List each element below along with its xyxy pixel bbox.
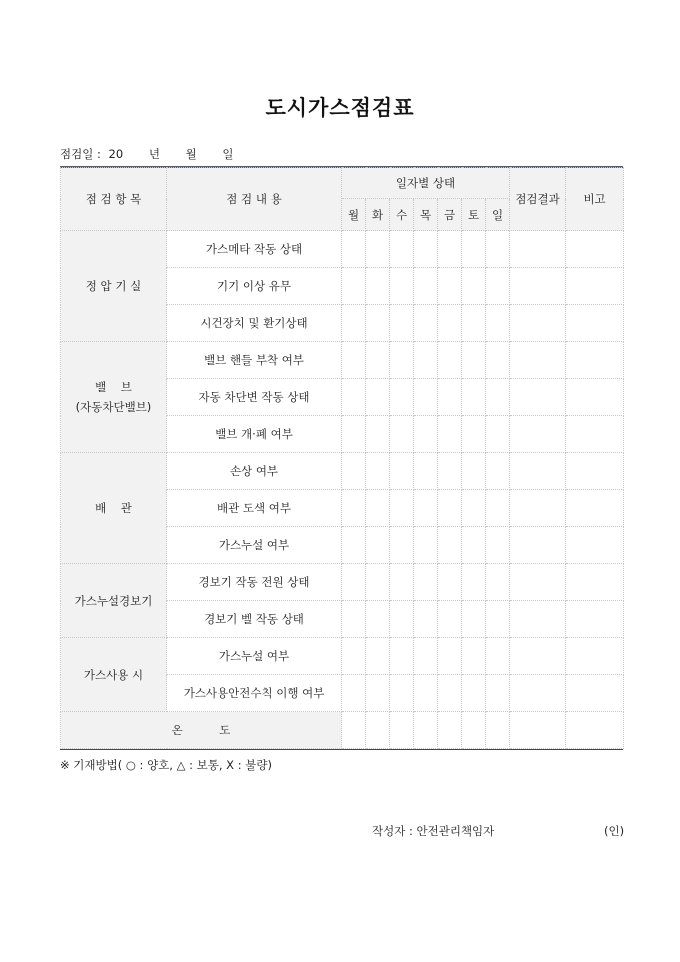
day-status-cell[interactable] (366, 379, 390, 416)
remarks-cell[interactable] (566, 268, 624, 305)
temperature-day-cell[interactable] (390, 712, 414, 749)
group-name-cell (61, 231, 167, 342)
inspection-table (60, 167, 624, 749)
day-status-cell[interactable] (342, 490, 366, 527)
remarks-cell[interactable] (566, 379, 624, 416)
day-status-cell[interactable] (390, 638, 414, 675)
day-status-cell[interactable] (366, 601, 390, 638)
temperature-day-cell[interactable] (486, 712, 510, 749)
day-status-cell[interactable] (462, 342, 486, 379)
inspection-item: 가스누설 여부 (167, 527, 342, 564)
day-status-cell[interactable] (486, 379, 510, 416)
group-name-cell (61, 638, 167, 712)
seal-mark: (인) (604, 824, 625, 838)
header-day-fri: 금 (438, 199, 462, 231)
temperature-day-cell[interactable] (462, 712, 486, 749)
day-status-cell[interactable] (462, 527, 486, 564)
day-status-cell[interactable] (414, 379, 438, 416)
result-cell[interactable] (510, 527, 566, 564)
day-status-cell[interactable] (486, 416, 510, 453)
date-label: 점검일 : (60, 147, 101, 161)
temperature-day-cell[interactable] (438, 712, 462, 749)
day-status-cell[interactable] (462, 675, 486, 712)
day-status-cell[interactable] (462, 231, 486, 268)
result-cell[interactable] (510, 453, 566, 490)
remarks-cell[interactable] (566, 490, 624, 527)
temperature-row (61, 712, 624, 749)
document-title: 도시가스점검표 (265, 96, 415, 120)
day-status-cell[interactable] (390, 305, 414, 342)
temperature-day-cell[interactable] (342, 712, 366, 749)
inspection-item: 자동 차단변 작동 상태 (167, 379, 342, 416)
header-day-wed: 수 (390, 199, 414, 231)
table-row (61, 342, 624, 379)
group-name: 가스사용 시 (83, 667, 144, 682)
group-name: 배 관 (95, 501, 132, 515)
day-status-cell[interactable] (486, 305, 510, 342)
day-status-cell[interactable] (462, 638, 486, 675)
day-status-cell[interactable] (438, 564, 462, 601)
day-status-cell[interactable] (414, 231, 438, 268)
result-cell[interactable] (510, 379, 566, 416)
inspection-item: 밸브 핸들 부착 여부 (167, 342, 342, 379)
day-status-cell[interactable] (486, 231, 510, 268)
day-status-cell[interactable] (438, 675, 462, 712)
day-status-cell[interactable] (342, 342, 366, 379)
day-status-cell[interactable] (414, 305, 438, 342)
day-status-cell[interactable] (438, 453, 462, 490)
result-cell[interactable] (510, 416, 566, 453)
day-status-cell[interactable] (366, 268, 390, 305)
day-status-cell[interactable] (390, 379, 414, 416)
table-row (61, 638, 624, 675)
date-year-prefix: 20 (108, 147, 124, 161)
day-status-cell[interactable] (486, 527, 510, 564)
day-status-cell[interactable] (438, 305, 462, 342)
remarks-cell[interactable] (566, 564, 624, 601)
day-status-cell[interactable] (390, 453, 414, 490)
day-status-cell[interactable] (342, 564, 366, 601)
result-cell[interactable] (510, 231, 566, 268)
day-status-cell[interactable] (414, 342, 438, 379)
temperature-label: 온 도 (61, 712, 342, 749)
day-status-cell[interactable] (414, 416, 438, 453)
header-remarks: 비고 (566, 168, 624, 231)
day-status-cell[interactable] (366, 453, 390, 490)
day-status-cell[interactable] (438, 527, 462, 564)
inspection-item: 가스사용안전수칙 이행 여부 (167, 675, 342, 712)
header-day-tue: 화 (366, 199, 390, 231)
day-status-cell[interactable] (462, 305, 486, 342)
day-status-cell[interactable] (462, 416, 486, 453)
header-content: 점 검 내 용 (167, 168, 342, 231)
day-status-cell[interactable] (462, 490, 486, 527)
day-status-cell[interactable] (414, 564, 438, 601)
inspection-item: 가스누설 여부 (167, 638, 342, 675)
day-status-cell[interactable] (390, 675, 414, 712)
day-status-cell[interactable] (462, 564, 486, 601)
day-status-cell[interactable] (342, 527, 366, 564)
day-status-cell[interactable] (438, 601, 462, 638)
day-status-cell[interactable] (462, 379, 486, 416)
header-item: 점 검 항 목 (61, 168, 167, 231)
day-status-cell[interactable] (366, 342, 390, 379)
day-status-cell[interactable] (390, 231, 414, 268)
day-status-cell[interactable] (486, 638, 510, 675)
day-status-cell[interactable] (342, 453, 366, 490)
day-status-cell[interactable] (462, 268, 486, 305)
day-status-cell[interactable] (414, 527, 438, 564)
group-name: 가스누설경보기 (74, 593, 153, 608)
day-status-cell[interactable] (462, 453, 486, 490)
day-status-cell[interactable] (438, 379, 462, 416)
day-status-cell[interactable] (342, 416, 366, 453)
day-status-cell[interactable] (438, 490, 462, 527)
group-name-cell (61, 342, 167, 453)
inspection-date (60, 146, 237, 162)
remarks-cell[interactable] (566, 638, 624, 675)
day-status-cell[interactable] (486, 490, 510, 527)
header-daily-status: 일자별 상태 (342, 168, 510, 199)
result-cell[interactable] (510, 268, 566, 305)
table-bottom-rule (60, 749, 623, 750)
day-status-cell[interactable] (414, 490, 438, 527)
group-name: 정 압 기 실 (85, 279, 142, 293)
day-status-cell[interactable] (486, 453, 510, 490)
day-status-cell[interactable] (438, 416, 462, 453)
day-status-cell[interactable] (366, 675, 390, 712)
day-status-cell[interactable] (462, 601, 486, 638)
group-name-cell (61, 453, 167, 564)
inspection-item: 기기 이상 유무 (167, 268, 342, 305)
day-status-cell[interactable] (438, 638, 462, 675)
group-name: 밸 브 (95, 380, 132, 394)
day-status-cell[interactable] (390, 268, 414, 305)
day-status-cell[interactable] (390, 342, 414, 379)
header-day-thu: 목 (414, 199, 438, 231)
inspection-item: 손상 여부 (167, 453, 342, 490)
day-status-cell[interactable] (486, 268, 510, 305)
temperature-day-cell[interactable] (366, 712, 390, 749)
writer-label: 작성자 : 안전관리책임자 (372, 824, 495, 838)
day-status-cell[interactable] (414, 675, 438, 712)
day-status-cell[interactable] (486, 675, 510, 712)
group-subname: (자동차단밸브) (75, 400, 152, 414)
result-cell[interactable] (510, 342, 566, 379)
day-status-cell[interactable] (390, 416, 414, 453)
remarks-cell[interactable] (566, 712, 624, 749)
day-status-cell[interactable] (390, 527, 414, 564)
remarks-cell[interactable] (566, 453, 624, 490)
result-cell[interactable] (510, 675, 566, 712)
day-status-cell[interactable] (342, 231, 366, 268)
day-status-cell[interactable] (438, 342, 462, 379)
date-day: 일 (222, 147, 234, 161)
inspection-item: 경보기 작동 전원 상태 (167, 564, 342, 601)
day-status-cell[interactable] (414, 638, 438, 675)
result-cell[interactable] (510, 305, 566, 342)
temperature-day-cell[interactable] (414, 712, 438, 749)
header-day-sat: 토 (462, 199, 486, 231)
remarks-cell[interactable] (566, 305, 624, 342)
inspection-item: 시건장치 및 환기상태 (167, 305, 342, 342)
day-status-cell[interactable] (414, 601, 438, 638)
day-status-cell[interactable] (366, 638, 390, 675)
result-cell[interactable] (510, 601, 566, 638)
header-result: 점검결과 (510, 168, 566, 231)
inspection-item: 배관 도색 여부 (167, 490, 342, 527)
group-name-cell (61, 564, 167, 638)
day-status-cell[interactable] (342, 675, 366, 712)
day-status-cell[interactable] (366, 490, 390, 527)
result-cell[interactable] (510, 564, 566, 601)
day-status-cell[interactable] (366, 231, 390, 268)
day-status-cell[interactable] (342, 638, 366, 675)
day-status-cell[interactable] (366, 527, 390, 564)
day-status-cell[interactable] (390, 564, 414, 601)
remarks-cell[interactable] (566, 601, 624, 638)
day-status-cell[interactable] (438, 268, 462, 305)
inspection-item: 밸브 개·폐 여부 (167, 416, 342, 453)
day-status-cell[interactable] (390, 601, 414, 638)
result-cell[interactable] (510, 638, 566, 675)
day-status-cell[interactable] (366, 564, 390, 601)
day-status-cell[interactable] (486, 601, 510, 638)
header-day-sun: 일 (486, 199, 510, 231)
inspection-item: 가스메타 작동 상태 (167, 231, 342, 268)
day-status-cell[interactable] (342, 305, 366, 342)
day-status-cell[interactable] (366, 416, 390, 453)
notation-note: ※ 기재방법( ○ : 양호, △ : 보통, X : 불량) (60, 758, 272, 772)
day-status-cell[interactable] (414, 453, 438, 490)
header-day-mon: 월 (342, 199, 366, 231)
remarks-cell[interactable] (566, 342, 624, 379)
day-status-cell[interactable] (438, 231, 462, 268)
date-year: 년 (148, 147, 160, 161)
inspection-item: 경보기 벨 작동 상태 (167, 601, 342, 638)
date-month: 월 (185, 147, 197, 161)
table-row (61, 453, 624, 490)
table-row (61, 564, 624, 601)
day-status-cell[interactable] (486, 564, 510, 601)
day-status-cell[interactable] (342, 601, 366, 638)
day-status-cell[interactable] (414, 268, 438, 305)
result-cell[interactable] (510, 712, 566, 749)
day-status-cell[interactable] (342, 379, 366, 416)
remarks-cell[interactable] (566, 416, 624, 453)
table-row (61, 231, 624, 268)
day-status-cell[interactable] (342, 268, 366, 305)
day-status-cell[interactable] (390, 490, 414, 527)
remarks-cell[interactable] (566, 527, 624, 564)
result-cell[interactable] (510, 490, 566, 527)
remarks-cell[interactable] (566, 675, 624, 712)
day-status-cell[interactable] (366, 305, 390, 342)
day-status-cell[interactable] (486, 342, 510, 379)
remarks-cell[interactable] (566, 231, 624, 268)
